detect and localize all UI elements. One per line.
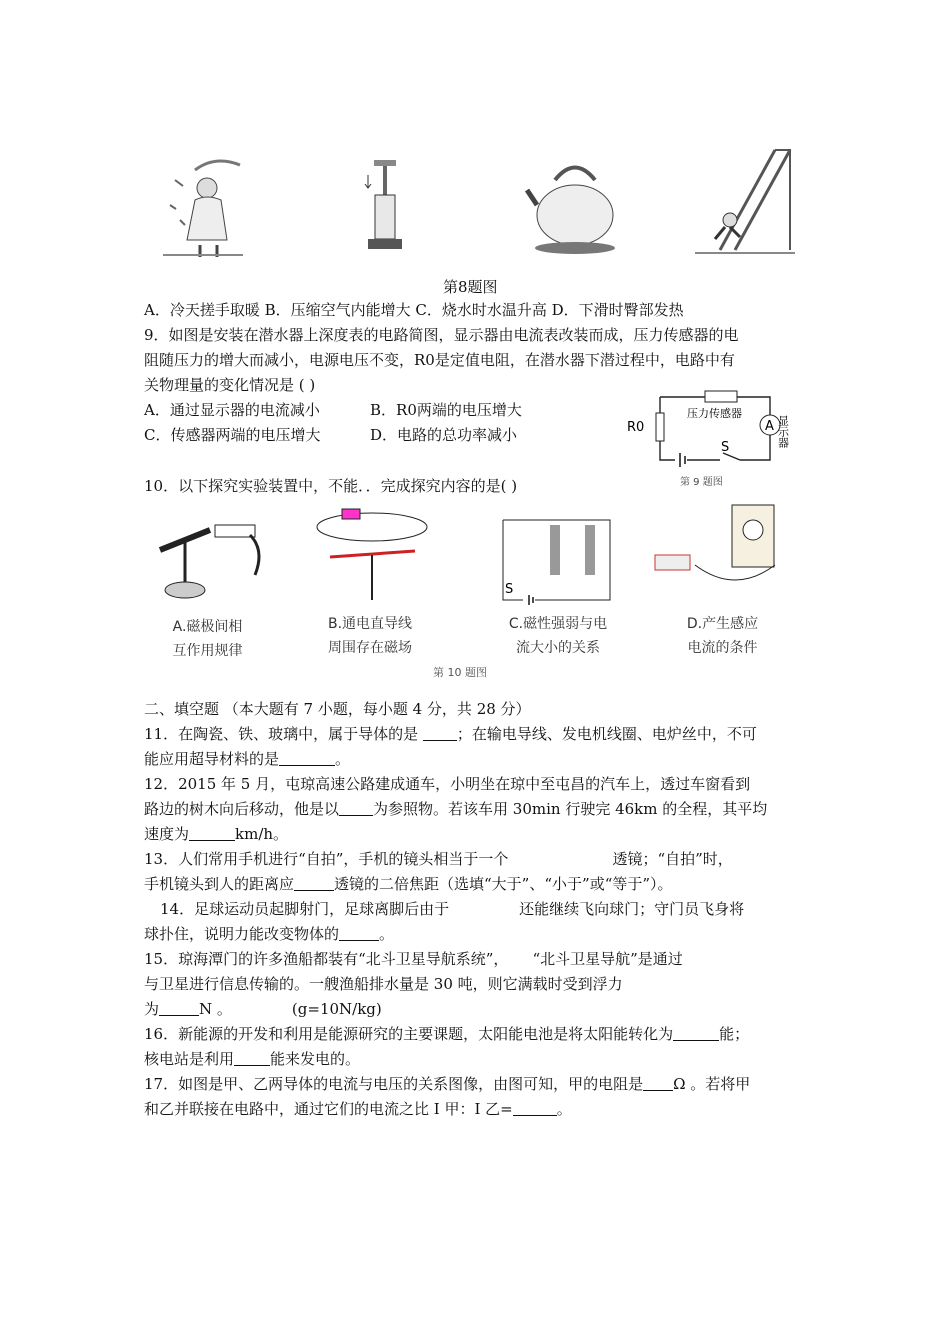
- q10-caption-b-line-2: 周围存在磁场: [328, 640, 412, 656]
- q17-text-a: 17．如图是甲、乙两导体的电流与电压的关系图像，由图可知，甲的电阻是: [144, 1075, 644, 1093]
- q16-blank-2[interactable]: [234, 1049, 270, 1066]
- q10-caption-a-line-1: A.磁极间相: [172, 619, 243, 635]
- q8-figure-b-air-pump: [360, 155, 410, 255]
- q14-text-b: 还能继续飞向球门；守门员飞身将: [519, 900, 745, 918]
- q15-text-d: N 。: [199, 1000, 232, 1018]
- q11-blank-1[interactable]: [423, 724, 457, 741]
- q17-line-1: [144, 1072, 750, 1096]
- q17-blank-2[interactable]: [513, 1099, 557, 1116]
- q14-blank-2[interactable]: [339, 924, 379, 941]
- q15-text-e: (g=10N/kg): [291, 1000, 382, 1018]
- q13-line-1: [144, 847, 733, 871]
- q11-text-b: ；在输电导线、发电机线圈、电炉丝中，不可: [456, 725, 757, 743]
- svg-text:S: S: [505, 582, 514, 597]
- q12-blank-2[interactable]: [189, 824, 235, 841]
- q15-line-2: 与卫星进行信息传输的。一艘渔船排水量是 30 吨，则它满载时受到浮力: [144, 975, 623, 993]
- q17-text-c: 和乙并联接在电路中，通过它们的电流之比 I 甲：I 乙=: [144, 1100, 513, 1118]
- q9-option-a: A．通过显示器的电流减小: [144, 401, 320, 419]
- q14-text-c: 球扑住，说明力能改变物体的: [144, 925, 340, 943]
- q12-text-c: 速度为: [144, 825, 190, 843]
- q10-figure-d-induction: [650, 500, 790, 600]
- q13-text-c: 手机镜头到人的距离应: [144, 875, 295, 893]
- q10-caption-c-line-2: 流大小的关系: [516, 640, 600, 656]
- q16-text-c: 核电站是利用: [144, 1050, 235, 1068]
- q9-line-1: 9．如图是安装在潜水器上深度表的电路简图，显示器由电流表改装而成，压力传感器的电: [144, 326, 739, 344]
- q9-ammeter-label: A: [765, 419, 774, 434]
- q11-text-d: 。: [335, 750, 351, 768]
- q16-text-b: 能；: [719, 1025, 750, 1043]
- q8-figure-c-kettle: [525, 150, 625, 260]
- q9-r0-label: R0: [627, 420, 645, 435]
- q11-text-a: 11．在陶瓷、铁、玻璃中，属于导体的是: [144, 725, 423, 743]
- q11-line-2: [144, 747, 350, 771]
- q15-blank[interactable]: [159, 999, 199, 1016]
- q10-caption-a-line-2: 互作用规律: [172, 643, 243, 659]
- q14-line-2: [144, 922, 394, 946]
- q17-text-d: 。: [556, 1100, 572, 1118]
- q16-blank-1[interactable]: [673, 1024, 719, 1041]
- q13-text-a: 13．人们常用手机进行“自拍”，手机的镜头相当于一个: [144, 850, 509, 868]
- q11-blank-2[interactable]: [279, 749, 335, 766]
- q8-options: A．冷天搓手取暖 B．压缩空气内能增大 C．烧水时水温升高 D．下滑时臀部发热: [144, 301, 684, 319]
- q13-line-2: [144, 872, 673, 896]
- q10-caption-b-line-1: B.通电直导线: [327, 616, 413, 632]
- q13-text-d: 透镜的二倍焦距（选填“大于”、“小于”或“等于”）。: [334, 875, 673, 893]
- q17-blank-1[interactable]: [643, 1074, 673, 1091]
- q16-line-1: [144, 1022, 749, 1046]
- q9-display-label: 显示器: [776, 415, 790, 448]
- q8-figure-caption: 第8题图: [443, 278, 498, 296]
- q15-text-b: “北斗卫星导航”是通过: [532, 950, 683, 968]
- q15-text-c: 为: [144, 1000, 160, 1018]
- q16-line-2: [144, 1047, 360, 1071]
- q9-option-c: C．传感器两端的电压增大: [144, 426, 321, 444]
- q10-caption-d-line-2: 电流的条件: [687, 640, 758, 656]
- q14-line-1: [160, 897, 744, 921]
- q11-line-1: [144, 722, 757, 746]
- q13-text-b: 透镜；“自拍”时，: [612, 850, 733, 868]
- q12-line-1: 12．2015 年 5 月，屯琼高速公路建成通车，小明坐在琼中至屯昌的汽车上，透过车窗看到: [144, 775, 751, 793]
- q10-caption-d-line-1: D.产生感应: [686, 616, 759, 632]
- q15-text-a: 15．琼海潭门的许多渔船都装有“北斗卫星导航系统”，: [144, 950, 509, 968]
- q15-line-3: [144, 997, 382, 1021]
- q16-text-d: 能来发电的。: [270, 1050, 361, 1068]
- q9-switch-label: S: [721, 440, 730, 455]
- q12-line-2: [144, 797, 767, 821]
- q17-text-b: Ω 。若将甲: [673, 1075, 751, 1093]
- q14-text-a: 14．足球运动员起脚射门，足球离脚后由于: [160, 900, 450, 918]
- q9-line-3: 关物理量的变化情况是 ( ): [144, 376, 316, 394]
- q9-circuit-diagram: [625, 385, 810, 490]
- q10-figure-a-magnets: [150, 510, 275, 605]
- q12-line-3: [144, 822, 288, 846]
- q9-option-d: D．电路的总功率减小: [370, 426, 518, 444]
- q10-figure-c-electromagnets: [495, 515, 620, 610]
- q12-text-a: 路边的树木向后移动，他是以: [144, 800, 340, 818]
- q10-figure-caption: 第 10 题图: [433, 666, 487, 679]
- q14-text-d: 。: [379, 925, 395, 943]
- q12-blank-1[interactable]: [339, 799, 373, 816]
- q10-stem: 10．以下探究实验装置中，不能．．完成探究内容的是( ): [144, 477, 518, 495]
- q8-figure-d-slide: [690, 145, 800, 260]
- q8-figure-a-hand-rubbing: [155, 150, 250, 260]
- q16-text-a: 16．新能源的开发和利用是能源研究的主要课题，太阳能电池是将太阳能转化为: [144, 1025, 674, 1043]
- q9-sensor-label: 压力传感器: [687, 407, 742, 420]
- q13-blank-2[interactable]: [294, 874, 334, 891]
- q11-text-c: 能应用超导材料的是: [144, 750, 280, 768]
- q9-figure-caption: 第 9 题图: [680, 477, 723, 488]
- q12-text-d: km/h。: [235, 825, 289, 843]
- q15-line-1: [144, 947, 683, 971]
- q17-line-2: [144, 1097, 572, 1121]
- q9-line-2: 阻随压力的增大而减小，电源电压不变，R0是定值电阻，在潜水器下潜过程中，电路中有: [144, 351, 735, 369]
- q9-option-b: B．R0两端的电压增大: [370, 401, 522, 419]
- section-2-heading: 二、填空题 （本大题有 7 小题，每小题 4 分，共 28 分）: [144, 700, 531, 718]
- q10-figure-b-wire: [310, 505, 435, 605]
- q10-caption-c-line-1: C.磁性强弱与电: [508, 616, 608, 632]
- q12-text-b: 为参照物。若该车用 30min 行驶完 46km 的全程，其平均: [373, 800, 768, 818]
